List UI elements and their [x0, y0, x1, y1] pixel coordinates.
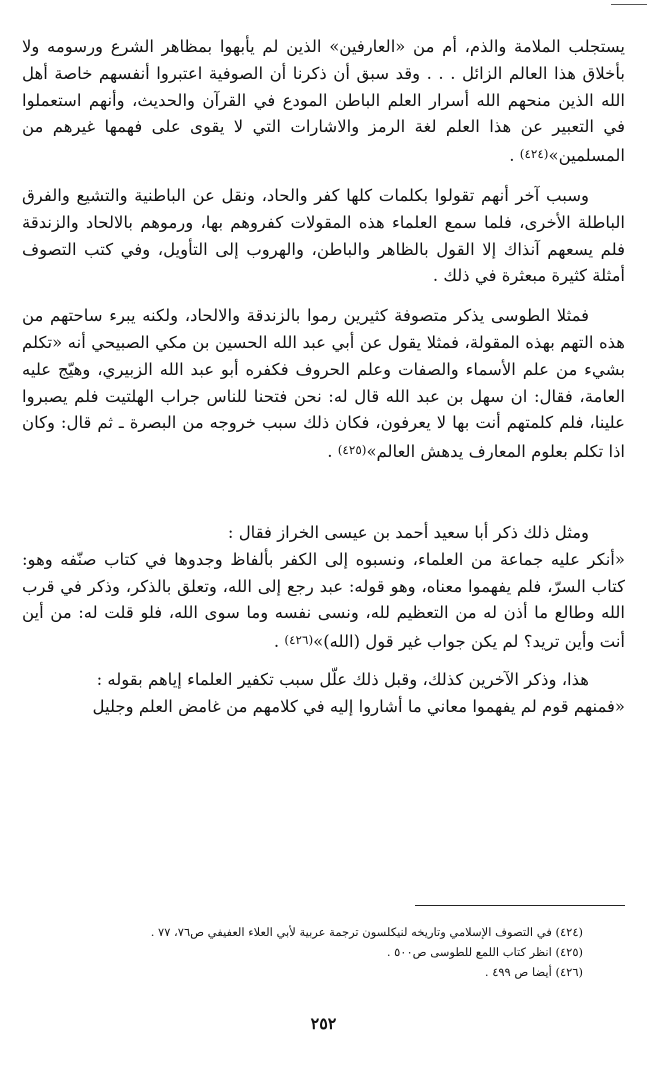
paragraph-2: وسبب آخر أنهم تقولوا بكلمات كلها كفر والحاد، ونقل عن الباطنية والتشيع والفرق الباطلة الأخرى، فلما سمع العلماء هذه المقولات كفروهم بها، ورموهم بالالحاد والزندقة فلم يسعهم آنذاك إلا القول بالظاهر والباطن، والهروب إلى التأويل، وفي كتب التصوف أمثلة كثيرة مبعثرة في ذلك .	[22, 185, 625, 286]
footnotes-section	[22, 905, 625, 982]
paragraph-5-quote: «أنكر عليه جماعة من العلماء، ونسبوه إلى الكفر بألفاظ وجدوها في كتاب صنّفه وهو: كتاب السرّ، فلم يفهموا معناه، وهو قوله: عبد رجع إلى الله، وتعلق بالذكر، وذكر في قرب الله وطالع ما أذن له من التعظيم لله، ونسى نفسه وما سوى الله، فلو قلت له: من أين أنت وأين تريد؟ لم يكن جواب غير قول (الله)»(٤٢٦) .	[22, 549, 625, 652]
paragraph-6: هذا، وذكر الآخرين كذلك، وقبل ذلك علّل سبب تكفير العلماء إياهم بقوله :	[96, 669, 589, 689]
footnote-ref-424: (٤٢٤)	[519, 147, 549, 162]
page-body	[22, 34, 625, 721]
footnote-ref-426: (٤٢٦)	[284, 633, 314, 648]
top-edge-rule	[611, 4, 647, 5]
paragraph-4: ومثل ذلك ذكر أبا سعيد أحمد بن عيسى الخراز فقال :	[227, 522, 589, 542]
paragraph-3: فمثلا الطوسى يذكر متصوفة كثيرين رموا بالزندقة والالحاد، ولكنه يبرء ساحتهم من هذه التهم بهذه المقولة، فمثلا يقول عن أبي عبد الله الحسين بن مكي الصبيحي أنه «تكلم بشيء من علم الأسماء والصفات وعلم الحروف فكفره أبو عبد الله الزبيري، وهيّج عليه العامة، فقال: ان سهل بن عبد الله قال له: نحن فتحنا للناس جراب الهلتيت فلم يصبروا علينا، فلم كلمتهم أنت بها لا يعرفون، فكان ذلك سبب خروجه من البصرة ـ ثم قال: وكان اذا تكلم بعلوم المعارف يدهش العالم»(٤٢٥) .	[22, 306, 625, 462]
footnote-ref-425: (٤٢٥)	[337, 443, 367, 458]
footnote-425: (٤٢٥) انظر كتاب اللمع للطوسى ص٥٠٠ .	[386, 945, 583, 959]
page-number: ٢٥٢	[310, 1014, 337, 1033]
footnote-424: (٤٢٤) في التصوف الإسلامي وتاريخه لنيكلسون ترجمة عربية لأبي العلاء العفيفي ص٧٦، ٧٧ .	[150, 925, 583, 939]
footnote-list	[22, 922, 625, 982]
footnote-divider	[415, 905, 625, 906]
paragraph-1: يستجلب الملامة والذم، أم من «العارفين» الذين لم يأبهوا بمظاهر الشرع ورسومه ولا بأخلاق هذا العالم الزائل . . . وقد سبق أن ذكرنا أن الصوفية اعتبروا أنفسهم خاصة أهل الله الذين منحهم الله أسرار العلم الباطن المودع في القرآن والحديث، وأنهم استعملوا في التعبير عن هذا العلم لغة الرمز والاشارات التي لا يقوى على فهمها غيرهم من المسلمين»(٤٢٤) .	[22, 37, 625, 166]
paragraph-7-quote: «فمنهم قوم لم يفهموا معاني ما أشاروا إليه في كلامهم من غامض العلم وجليل	[92, 696, 625, 716]
footnote-426: (٤٢٦) أيضا ص ٤٩٩ .	[484, 965, 583, 979]
